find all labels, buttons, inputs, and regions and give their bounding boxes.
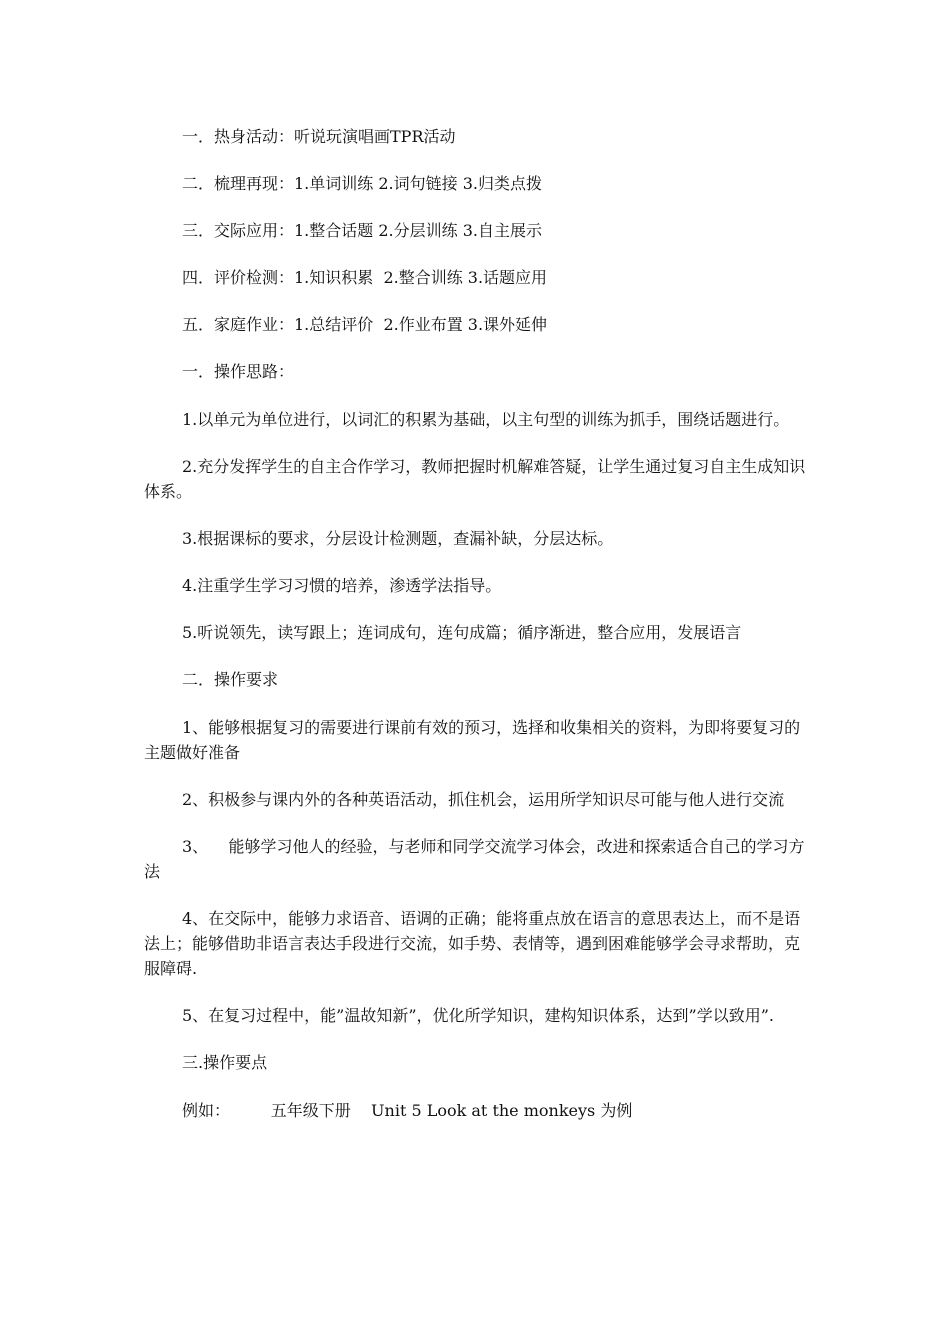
- outline-item-review: 二．梳理再现：1.单词训练 2.词句链接 3.归类点拨: [182, 174, 542, 193]
- outline-item-warmup: 一．热身活动：听说玩演唱画TPR活动: [182, 127, 456, 146]
- outline-item-homework: 五．家庭作业：1.总结评价 2.作业布置 3.课外延伸: [182, 315, 548, 334]
- requirement-item-2: 2、积极参与课内外的各种英语活动，抓住机会，运用所学知识尽可能与他人进行交流: [182, 790, 785, 809]
- requirement-item-1: 1、能够根据复习的需要进行课前有效的预习，选择和收集相关的资料，为即将要复习的主题做好准备: [144, 718, 801, 762]
- section-heading-requirements: 二．操作要求: [182, 670, 279, 689]
- approach-item-4: 4.注重学生学习习惯的培养，渗透学法指导。: [182, 576, 502, 595]
- outline-item-communication: 三．交际应用：1.整合话题 2.分层训练 3.自主展示: [182, 221, 542, 240]
- requirement-item-4: 4、在交际中，能够力求语音、语调的正确；能将重点放在语言的意思表达上，而不是语法上；能够借助非语言表达手段进行交流，如手势、表情等，遇到困难能够学会寻求帮助，克服障碍.: [144, 909, 801, 978]
- section-heading-approach: 一．操作思路：: [182, 362, 295, 381]
- approach-item-1: 1.以单元为单位进行，以词汇的积累为基础，以主句型的训练为抓手，围绕话题进行。: [182, 410, 790, 429]
- document-body: [144, 124, 808, 1123]
- approach-item-3: 3.根据课标的要求，分层设计检测题，查漏补缺，分层达标。: [182, 529, 614, 548]
- requirement-item-3: 3、 能够学习他人的经验，与老师和同学交流学习体会，改进和探索适合自己的学习方法: [144, 837, 805, 881]
- example-line: 例如： 五年级下册 Unit 5 Look at the monkeys 为例: [182, 1101, 633, 1120]
- approach-item-2: 2.充分发挥学生的自主合作学习，教师把握时机解难答疑，让学生通过复习自主生成知识体系。: [144, 457, 806, 501]
- section-heading-key-points: 三.操作要点: [182, 1053, 268, 1072]
- approach-item-5: 5.听说领先，读写跟上；连词成句，连句成篇；循序渐进，整合应用，发展语言: [182, 623, 742, 642]
- outline-item-assessment: 四．评价检测：1.知识积累 2.整合训练 3.话题应用: [182, 268, 548, 287]
- requirement-item-5: 5、在复习过程中，能”温故知新”，优化所学知识，建构知识体系，达到”学以致用”.: [182, 1006, 774, 1025]
